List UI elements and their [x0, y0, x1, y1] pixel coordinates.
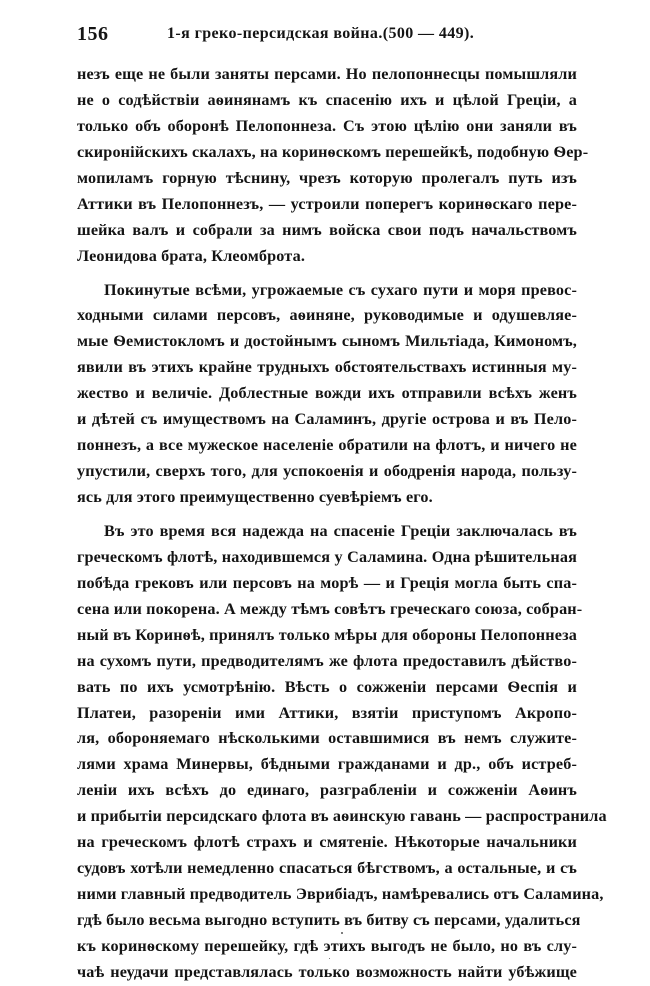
text-line: вать по ихъ усмотрѣнію. Вѣсть о сожженіи персами Ѳеспія и [77, 677, 577, 696]
paragraph-gap [77, 270, 577, 278]
text-line: ля, обороняемаго нѣсколькими оставшимися въ немъ служите- [77, 729, 577, 748]
text-line: жество и величіе. Доблестные вожди ихъ отправили всѣхъ женъ [77, 384, 577, 403]
text-line: ясь для этого преимущественно суевѣріемъ его. [77, 488, 433, 506]
text-line: къ коринѳскому перешейку, гдѣ этихъ выгодъ не было, но въ слу- [77, 936, 577, 955]
paragraph-2 [77, 278, 577, 511]
text-line: ходными силами персовъ, аѳиняне, руководимые и одушевляе- [77, 306, 577, 325]
text-line: сена или покорена. А между тѣмъ совѣтъ греческаго союза, собран- [77, 599, 583, 618]
text-line: только объ оборонѣ Пелопоннеза. Съ этою цѣлію они заняли въ [77, 116, 577, 135]
text-line: Въ это время вся надежда на спасеніе Греціи заключалась въ [104, 521, 577, 540]
print-speck [329, 958, 330, 959]
text-line: греческомъ флотѣ, находившемся у Саламина. Одна рѣшительная [77, 547, 577, 566]
text-line: лями храма Минервы, бѣдными гражданами и др., объ истреб- [77, 755, 577, 774]
text-line: на сухомъ пути, предводителямъ же флота предоставилъ дѣйство- [77, 651, 577, 670]
text-line: явили въ этихъ крайне трудныхъ обстоятельствахъ истинныя му- [77, 358, 577, 377]
paragraph-gap [77, 511, 577, 519]
paragraph-1 [77, 62, 589, 270]
text-line: поннезъ, а все мужеское населеніе обратили на флотъ, и ничего не [77, 436, 577, 455]
running-title: 1-я греко-персидская война.(500 — 449). [167, 25, 475, 42]
text-line: Платеи, разореніи ими Аттики, взятіи приступомъ Акропо- [77, 703, 577, 722]
text-line: скиронійскихъ скалахъ, на коринѳскомъ перешейкѣ, подобную Ѳер- [77, 142, 589, 161]
print-speck [341, 932, 343, 934]
text-line: упустили, сверхъ того, для успокоенія и ободренія народа, пользу- [77, 462, 577, 481]
text-line: ный въ Коринѳѣ, принялъ только мѣры для обороны Пелопоннеза [77, 625, 577, 644]
text-line: незъ еще не были заняты персами. Но пелопоннесцы помышляли [77, 65, 577, 83]
text-line: шейка валъ и собрали за нимъ войска свои подъ начальствомъ [77, 220, 577, 239]
text-line: побѣда грековъ или персовъ на морѣ — и Греція могла быть спа- [77, 573, 577, 592]
text-line: Покинутые всѣми, угрожаемые съ сухаго пути и моря превос- [104, 280, 577, 299]
text-line: ними главный предводитель Эврибіадъ, намѣревались отъ Саламина, [77, 885, 604, 904]
text-line: мые Ѳемистокломъ и достойнымъ сыномъ Мильтіада, Кимономъ, [77, 332, 577, 351]
text-line: Аттики въ Пелопоннезъ, — устроили поперегъ коринѳскаго пере- [77, 194, 577, 213]
paragraph-3 [77, 519, 607, 986]
text-line: и дѣтей съ имуществомъ на Саламинъ, другіе острова и въ Пело- [77, 410, 577, 429]
text-line: Леонидова брата, Клеомброта. [77, 246, 306, 265]
text-line: на греческомъ флотѣ страхъ и смятеніе. Нѣкоторые начальники [77, 833, 577, 852]
text-line: судовъ хотѣли немедленно спасаться бѣгствомъ, а остальные, и съ [77, 859, 577, 878]
body-text [77, 62, 607, 986]
text-line: не о содѣйствіи аѳинянамъ къ спасенію ихъ и цѣлой Греціи, а [77, 90, 577, 109]
page-number: 156 [77, 23, 109, 45]
text-line: и прибытіи персидскаго флота въ аѳинскую гавань — распространила [77, 807, 607, 826]
text-line: гдѣ было весьма выгодно вступить въ битву съ персами, удалиться [77, 911, 581, 929]
page-header [77, 23, 577, 53]
text-line: леніи ихъ всѣхъ до единаго, разграбленіи и сожженіи Аѳинъ [77, 781, 577, 800]
text-line: мопиламъ горную тѣснину, чрезъ которую пролегалъ путь изъ [77, 168, 577, 187]
text-line: чаѣ неудачи представлялась только возможность найти убѣжище [77, 962, 577, 981]
